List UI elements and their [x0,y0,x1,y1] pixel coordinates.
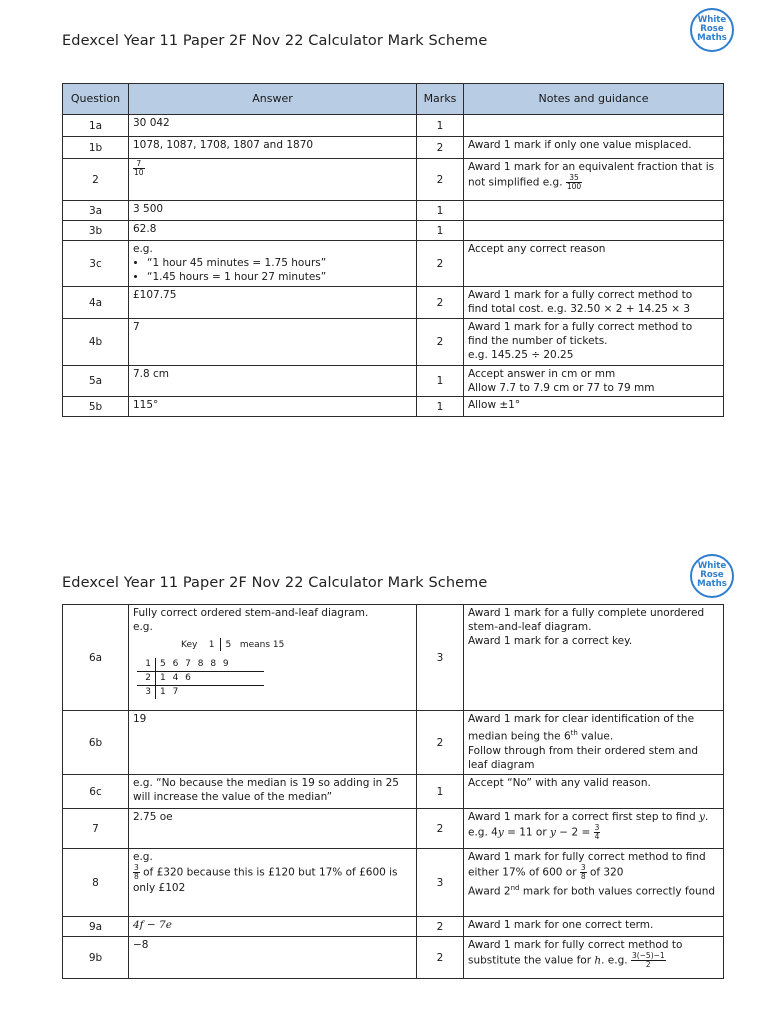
notes-fraction: $\frac{3}{4}$ [594,823,600,841]
white-rose-maths-logo: White Rose Maths [690,554,734,598]
marks-cell: 3 [417,849,464,917]
marks-cell: 2 [417,917,464,937]
marks-cell: 2 [417,809,464,849]
question-cell: 3c [63,241,129,287]
marks-cell: 2 [417,137,464,159]
answer-cell: 7.8 cm [129,366,417,397]
notes-cell: Award 1 mark if only one value misplaced. [464,137,724,159]
table-row [63,917,724,937]
marks-cell: 1 [417,201,464,221]
answer-cell: 1078, 1087, 1708, 1807 and 1870 [129,137,417,159]
answer-cell: 2.75 oe [129,809,417,849]
header-answer: Answer [129,84,417,115]
answer-cell: £107.75 [129,287,417,319]
list-item: • “1.45 hours = 1 hour 27 minutes” [147,270,412,284]
table-row [63,201,724,221]
answer-cell: e.g. $\frac{3}{8}$ of £320 because this is £120 but 17% of £600 is only £102 [129,849,417,917]
table-row [63,115,724,137]
table-row [63,809,724,849]
marks-cell: 2 [417,159,464,201]
mark-scheme-table [62,604,724,979]
answer-cell: e.g. “No because the median is 19 so adding in 25 will increase the value of the median” [129,775,417,809]
answer-cell: 62.8 [129,221,417,241]
table-row [63,849,724,917]
notes-fraction: $\frac{3}{8}$ [580,863,586,881]
marks-cell: 1 [417,221,464,241]
question-cell: 5b [63,397,129,417]
question-cell: 9a [63,917,129,937]
notes-cell: Accept “No” with any valid reason. [464,775,724,809]
table-row [63,775,724,809]
marks-cell: 1 [417,775,464,809]
marks-cell: 2 [417,937,464,979]
question-cell: 1b [63,137,129,159]
header-question: Question [63,84,129,115]
question-cell: 5a [63,366,129,397]
page-title: Edexcel Year 11 Paper 2F Nov 22 Calculator Mark Scheme [62,575,488,591]
header-notes: Notes and guidance [464,84,724,115]
answer-cell: Fully correct ordered stem-and-leaf diagram. e.g. Key 1 5 means 15 1 5 6 7 8 8 9 2 1 4 6 3 1 7 [129,605,417,711]
marks-cell: 1 [417,397,464,417]
table-row [63,159,724,201]
answer-cell: 7 [129,319,417,366]
question-cell: 6b [63,711,129,775]
notes-cell: Award 1 mark for fully correct method to substitute the value for h. e.g. $\frac{3(-5)-1}{2}$ [464,937,724,979]
notes-cell: Award 1 mark for a correct first step to find y. e.g. 4y = 11 or y − 2 = $\frac{3}{4}$ [464,809,724,849]
table-row [63,287,724,319]
notes-cell [464,201,724,221]
answer-cell: 4f − 7e [129,917,417,937]
question-cell: 4b [63,319,129,366]
question-cell: 7 [63,809,129,849]
answer-cell: 3 500 [129,201,417,221]
answer-cell: −8 [129,937,417,979]
notes-cell: Accept answer in cm or mm Allow 7.7 to 7.9 cm or 77 to 79 mm [464,366,724,397]
notes-cell: Award 1 mark for a fully complete unordered stem-and-leaf diagram. Award 1 mark for a correct key. [464,605,724,711]
question-cell: 2 [63,159,129,201]
notes-cell [464,115,724,137]
notes-cell: Accept any correct reason [464,241,724,287]
marks-cell: 1 [417,366,464,397]
question-cell: 3a [63,201,129,221]
question-cell: 6a [63,605,129,711]
table-row [63,319,724,366]
table-row [63,937,724,979]
marks-cell: 3 [417,605,464,711]
answer-cell: 115° [129,397,417,417]
notes-cell: Award 1 mark for one correct term. [464,917,724,937]
notes-cell: Award 1 mark for fully correct method to find either 17% of 600 or $\frac{3}{8}$ of 320 Award 2nd mark for both values correctly found [464,849,724,917]
white-rose-maths-logo: White Rose Maths [690,8,734,52]
marks-cell: 1 [417,115,464,137]
answer-cell: e.g. • “1 hour 45 minutes = 1.75 hours” • “1.45 hours = 1 hour 27 minutes” [129,241,417,287]
question-cell: 9b [63,937,129,979]
notes-cell: Allow ±1° [464,397,724,417]
table-row [63,397,724,417]
marks-cell: 2 [417,711,464,775]
question-cell: 6c [63,775,129,809]
notes-cell: Award 1 mark for clear identification of the median being the 6th value. Follow through from their ordered stem and leaf diagram [464,711,724,775]
answer-cell: 30 042 [129,115,417,137]
table-row [63,711,724,775]
marks-cell: 2 [417,241,464,287]
answer-fraction: $\frac{3}{8}$ [134,863,139,881]
page-title: Edexcel Year 11 Paper 2F Nov 22 Calculator Mark Scheme [62,33,488,49]
table-row [63,221,724,241]
question-cell: 3b [63,221,129,241]
marks-cell: 2 [417,319,464,366]
question-cell: 1a [63,115,129,137]
stem-leaf-diagram: 1 5 6 7 8 8 9 2 1 4 6 3 1 7 [137,658,264,699]
table-row [63,137,724,159]
notes-fraction: $\frac{3(-5)-1}{2}$ [631,951,665,969]
table-header-row [63,84,724,115]
answer-fraction: $\frac{7}{10}$ [134,159,144,177]
notes-cell: Award 1 mark for a fully correct method to find total cost. e.g. 32.50 × 2 + 14.25 × 3 [464,287,724,319]
list-item: • “1 hour 45 minutes = 1.75 hours” [147,256,412,270]
notes-cell: Award 1 mark for a fully correct method to find the number of tickets. e.g. 145.25 ÷ 20.25 [464,319,724,366]
header-marks: Marks [417,84,464,115]
answer-cell [129,159,417,201]
notes-cell [464,221,724,241]
table-row [63,605,724,711]
table-row [63,366,724,397]
stem-leaf-key: Key 1 5 means 15 [181,640,285,650]
table-row [63,241,724,287]
answer-cell: 19 [129,711,417,775]
question-cell: 4a [63,287,129,319]
notes-cell: Award 1 mark for an equivalent fraction that is not simplified e.g. $\frac{35}{100}$ [464,159,724,201]
marks-cell: 2 [417,287,464,319]
mark-scheme-table [62,83,724,417]
question-cell: 8 [63,849,129,917]
notes-fraction: $\frac{35}{100}$ [566,173,582,191]
